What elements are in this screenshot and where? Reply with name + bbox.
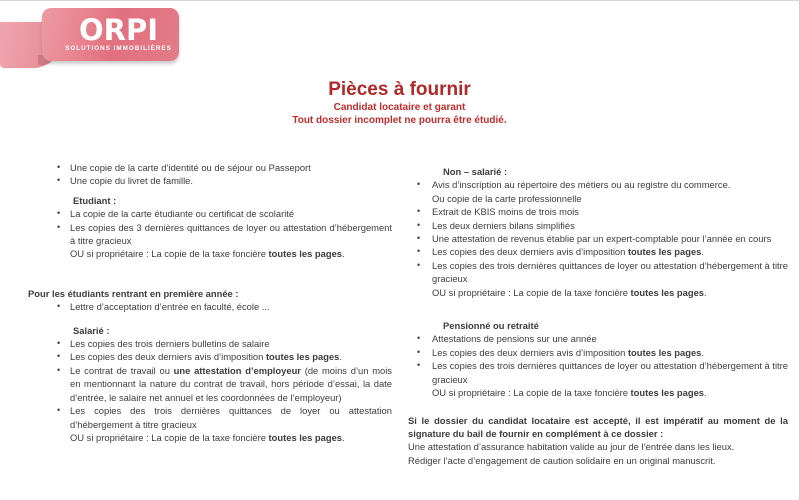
bullet-icon: • — [417, 206, 421, 217]
list-item — [408, 259, 788, 286]
bullet-list — [28, 207, 392, 261]
list-item-text: Avis d’inscription au répertoire des métiers ou au registre du commerce. — [432, 179, 731, 191]
bullet-icon: • — [57, 175, 61, 186]
list-item — [408, 205, 788, 218]
list-item — [28, 221, 392, 248]
bullet-icon: • — [417, 246, 421, 257]
bullet-list — [408, 332, 788, 399]
list-item — [28, 300, 392, 313]
list-item-text: Les copies des deux derniers avis d’imposition toutes les pages. — [70, 351, 343, 363]
list-item — [28, 207, 392, 220]
list-item — [408, 346, 788, 359]
list-item — [28, 337, 392, 350]
list-item-text: Une copie de la carte d’identité ou de séjour ou Passeport — [70, 162, 311, 173]
list-item-text: Le contrat de travail ou une attestation d’employeur (de moins d’un mois en mentionnant la nature du contrat de travail, hors période d’essai, la date d’entrée, le salaire net annuel et les coordonnées de l’employeur) — [70, 364, 392, 403]
bullet-icon: • — [57, 364, 61, 375]
bullet-icon: • — [57, 162, 61, 172]
list-item-subline: OU si propriétaire : La copie de la taxe foncière toutes les pages. — [432, 286, 707, 298]
list-item — [408, 332, 788, 345]
section-heading: Non – salarié : — [443, 166, 508, 177]
spacer — [408, 400, 788, 414]
list-item-subline: OU si propriétaire : La copie de la taxe foncière toutes les pages. — [70, 431, 345, 443]
logo-tagline-text: SOLUTIONS IMMOBILIÈRES — [65, 44, 172, 52]
spacer — [28, 261, 392, 287]
paragraph: Rédiger l’acte d’engagement de caution solidaire en un original manuscrit. — [408, 454, 716, 466]
bullet-icon: • — [417, 346, 421, 357]
section-heading: Pensionné ou retraité — [443, 320, 539, 332]
document-header — [0, 78, 799, 127]
section-heading: Pour les étudiants rentrant en première année : — [28, 287, 239, 299]
list-item-subline: OU si propriétaire : La copie de la taxe foncière toutes les pages. — [70, 248, 345, 260]
bullet-icon: • — [417, 333, 421, 344]
left-column — [28, 161, 392, 444]
logo-brand-text: ORPI — [78, 12, 159, 47]
list-item — [408, 359, 788, 386]
spacer — [28, 314, 392, 324]
bullet-icon: • — [57, 351, 61, 362]
bullet-icon: • — [417, 219, 421, 230]
list-item-subline: Ou copie de la carte professionnelle — [432, 192, 582, 204]
list-item — [408, 178, 788, 191]
list-item-text: Les copies des trois dernières quittances de loyer ou attestation d’hébergement à titre gracieux — [70, 405, 392, 430]
right-column — [408, 161, 788, 467]
section-heading: Salarié : — [73, 324, 110, 336]
orpi-logo — [42, 8, 179, 61]
bullet-icon: • — [57, 405, 61, 416]
list-item-text: Une copie du livret de famille. — [70, 175, 193, 187]
bullet-icon: • — [417, 179, 421, 190]
bullet-icon: • — [417, 360, 421, 371]
list-item — [28, 174, 392, 187]
list-item — [28, 161, 392, 174]
list-item-text: Les copies des 3 dernières quittances de loyer ou attestation d’hébergement à titre gracieux — [70, 221, 392, 247]
subtitle-line-2: Tout dossier incomplet ne pourra être étudié. — [292, 115, 507, 126]
bullet-icon: • — [57, 221, 61, 232]
paragraph: Une attestation d’assurance habitation valide au jour de l’entrée dans les lieux. — [408, 441, 735, 453]
section-heading: Etudiant : — [73, 194, 117, 206]
page-title: Pièces à fournir — [328, 79, 471, 100]
list-item-text: Les copies des trois dernières quittances de loyer ou attestation d’hébergement à titre gracieux — [432, 360, 788, 385]
bullet-list — [28, 161, 392, 188]
list-item — [28, 364, 392, 404]
bullet-list — [28, 300, 392, 313]
list-item — [28, 350, 392, 363]
list-item-text: Les copies des trois dernières quittances de loyer ou attestation d’hébergement à titre gracieux — [432, 259, 788, 285]
list-item — [408, 232, 788, 245]
subtitle-line-1: Candidat locataire et garant — [333, 102, 466, 113]
list-item-subline: OU si propriétaire : La copie de la taxe foncière toutes les pages. — [432, 387, 707, 399]
list-item-text: Extrait de KBIS moins de trois mois — [432, 206, 579, 218]
list-item — [28, 404, 392, 431]
spacer — [408, 299, 788, 319]
list-item — [408, 245, 788, 258]
paragraph: Si le dossier du candidat locataire est accepté, il est impératif au moment de la signature du bail de fournir en complément à ce dossier : — [408, 414, 788, 439]
bullet-icon: • — [57, 338, 61, 349]
bullet-icon: • — [417, 233, 421, 244]
bullet-icon: • — [57, 208, 61, 219]
list-item-text: Les copies des deux derniers avis d’imposition toutes les pages. — [432, 246, 705, 258]
list-item-text: Les copies des trois derniers bulletins de salaire — [70, 338, 270, 350]
bullet-icon: • — [57, 301, 61, 312]
list-item — [408, 219, 788, 232]
list-item-text: Les deux derniers bilans simplifiés — [432, 219, 575, 231]
bullet-icon: • — [417, 259, 421, 270]
bullet-list — [408, 178, 788, 299]
bullet-list — [28, 337, 392, 444]
list-item-text: Une attestation de revenus établie par un expert-comptable pour l’année en cours — [432, 233, 772, 245]
list-item-text: Les copies des deux derniers avis d’imposition toutes les pages. — [432, 346, 705, 358]
list-item-text: Lettre d’acceptation d’entrée en faculté, école ... — [70, 301, 270, 313]
list-item-text: Attestations de pensions sur une année — [432, 333, 597, 345]
list-item-text: La copie de la carte étudiante ou certificat de scolarité — [70, 208, 295, 220]
